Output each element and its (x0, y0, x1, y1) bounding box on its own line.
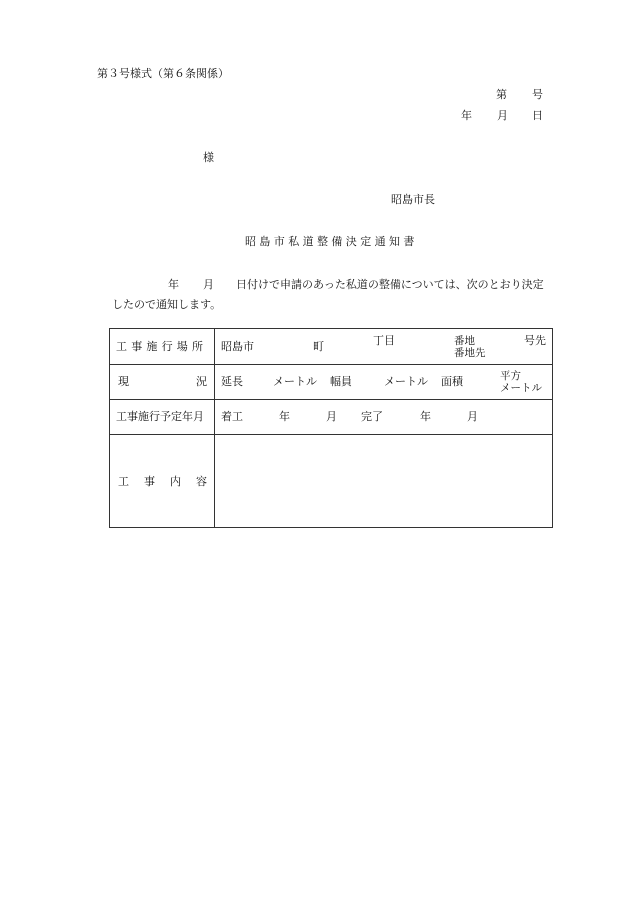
document-title: 昭島市私道整備決定通知書 (245, 235, 418, 248)
status-length-label: 延長 (221, 375, 243, 388)
body-year: 年 (168, 278, 179, 291)
status-area-label: 面積 (441, 375, 463, 388)
table-row-divider (110, 364, 552, 365)
location-banchi-saki: 番地先 (454, 347, 486, 359)
schedule-complete-year: 年 (420, 410, 431, 423)
date-year: 年 (461, 109, 472, 122)
document-number-suffix: 号 (532, 88, 543, 101)
form-number-label: 第３号様式（第６条関係） (97, 67, 229, 80)
location-gosaki: 号先 (524, 334, 546, 347)
table-row-divider (110, 399, 552, 400)
schedule-complete-label: 完了 (361, 410, 383, 423)
content-label-4: 容 (196, 475, 207, 488)
status-width-label: 幅員 (330, 375, 352, 388)
schedule-start-label: 着工 (221, 410, 243, 423)
schedule-start-month: 月 (326, 410, 337, 423)
schedule-complete-month: 月 (467, 410, 478, 423)
status-area-unit-bottom: メートル (500, 382, 542, 394)
status-length-unit: メートル (273, 375, 317, 388)
status-label-second: 況 (196, 375, 207, 388)
document-number-prefix: 第 (496, 88, 507, 101)
content-label-2: 事 (144, 475, 155, 488)
location-label: 工事施行場所 (116, 340, 208, 353)
body-line2: したので通知します。 (112, 298, 222, 311)
table-row-divider (110, 434, 552, 435)
schedule-start-year: 年 (279, 410, 290, 423)
location-banchi: 番地 (454, 335, 475, 347)
location-chome: 丁目 (373, 334, 395, 347)
status-label-first: 現 (118, 375, 129, 388)
table-column-divider (214, 329, 215, 527)
issuer-name: 昭島市長 (391, 193, 435, 206)
location-city: 昭島市 (221, 340, 254, 353)
status-area-unit-top: 平方 (500, 370, 521, 382)
content-label-3: 内 (170, 475, 181, 488)
date-month: 月 (497, 109, 508, 122)
body-line1: 日付けで申請のあった私道の整備については、次のとおり決定 (236, 278, 544, 291)
status-width-unit: メートル (384, 375, 428, 388)
schedule-label: 工事施行予定年月 (116, 410, 204, 423)
notice-table (109, 328, 553, 528)
date-day: 日 (532, 109, 543, 122)
content-label-1: 工 (118, 475, 129, 488)
location-town: 町 (313, 340, 324, 353)
body-month: 月 (203, 278, 214, 291)
addressee-honorific: 様 (203, 151, 214, 164)
